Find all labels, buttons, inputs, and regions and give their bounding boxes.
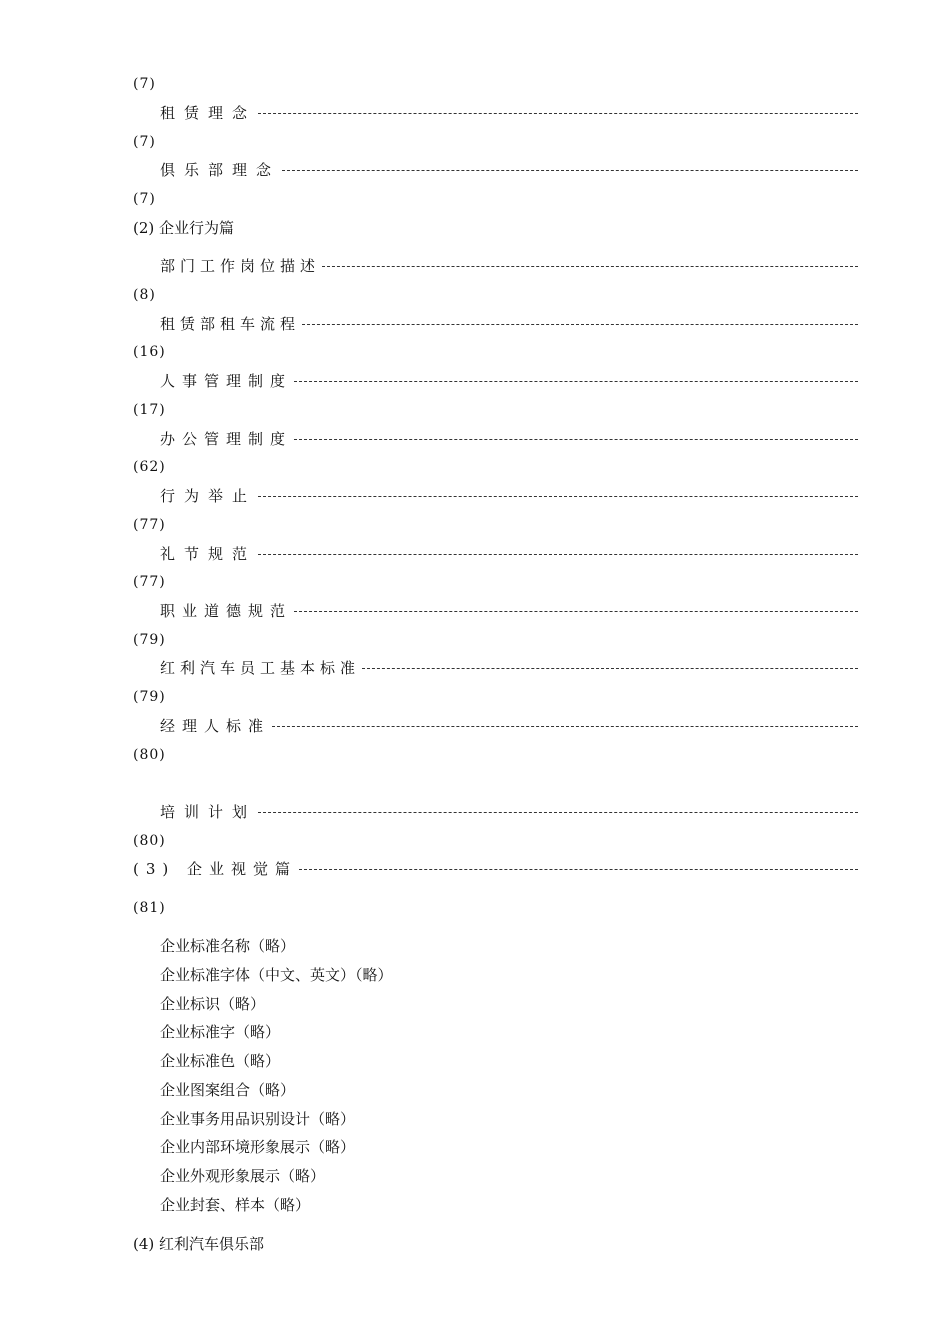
toc-entry-rent-concept bbox=[160, 101, 858, 125]
visual-item: 企业标准色（略） bbox=[160, 1052, 281, 1070]
page-number: (16) bbox=[133, 344, 166, 360]
page-number: (62) bbox=[133, 459, 166, 475]
page-number: (79) bbox=[133, 632, 166, 648]
toc-entry-rent-process bbox=[160, 312, 858, 336]
visual-item: 企业标准名称（略） bbox=[160, 937, 296, 955]
toc-entry-manager-standard bbox=[160, 714, 858, 738]
toc-entry-etiquette bbox=[160, 542, 858, 566]
visual-item: 企业标准字（略） bbox=[160, 1023, 281, 1041]
toc-entry-label: 经理人标准 bbox=[160, 717, 271, 735]
page-number: (81) bbox=[133, 900, 166, 916]
dot-leader bbox=[362, 668, 858, 669]
dot-leader bbox=[294, 381, 858, 382]
toc-entry-hr-rules bbox=[160, 369, 858, 393]
dot-leader bbox=[258, 113, 858, 114]
page-number: (7) bbox=[133, 134, 156, 150]
page-number: (80) bbox=[133, 747, 166, 763]
dot-leader bbox=[258, 554, 858, 555]
toc-entry-club-concept bbox=[160, 158, 858, 182]
visual-item: 企业封套、样本（略） bbox=[160, 1196, 311, 1214]
toc-entry-label: 培训计划 bbox=[160, 803, 257, 821]
page-number: (80) bbox=[133, 833, 166, 849]
page-number: (8) bbox=[133, 287, 156, 303]
section-heading-behavior: (2) 企业行为篇 bbox=[133, 219, 235, 237]
page-number: (77) bbox=[133, 574, 166, 590]
visual-item: 企业标准字体（中文、英文）（略） bbox=[160, 966, 393, 984]
section-heading-club: (4) 红利汽车俱乐部 bbox=[133, 1235, 265, 1253]
page-number: (7) bbox=[133, 191, 156, 207]
toc-entry-label: 租赁理念 bbox=[160, 104, 257, 122]
section-heading-visual bbox=[133, 857, 858, 881]
toc-entry-label: 人事管理制度 bbox=[160, 372, 293, 390]
visual-item: 企业标识（略） bbox=[160, 995, 266, 1013]
visual-item: 企业图案组合（略） bbox=[160, 1081, 296, 1099]
toc-entry-label: 租赁部租车流程 bbox=[160, 315, 301, 333]
page-number: (17) bbox=[133, 402, 166, 418]
toc-entry-label: 职业道德规范 bbox=[160, 602, 293, 620]
section-heading-label: (3) 企业视觉篇 bbox=[133, 860, 298, 878]
page-number: (79) bbox=[133, 689, 166, 705]
toc-entry-label: 办公管理制度 bbox=[160, 430, 293, 448]
toc-entry-ethics bbox=[160, 599, 858, 623]
toc-entry-dept-desc bbox=[160, 254, 858, 278]
toc-entry-label: 俱乐部理念 bbox=[160, 161, 281, 179]
page-number: (77) bbox=[133, 517, 166, 533]
toc-entry-label: 红利汽车员工基本标准 bbox=[160, 659, 361, 677]
dot-leader bbox=[294, 611, 858, 612]
dot-leader bbox=[282, 170, 858, 171]
dot-leader bbox=[299, 869, 858, 870]
visual-item: 企业事务用品识别设计（略） bbox=[160, 1110, 356, 1128]
toc-entry-label: 礼节规范 bbox=[160, 545, 257, 563]
dot-leader bbox=[272, 726, 858, 727]
toc-entry-training bbox=[160, 800, 858, 824]
dot-leader bbox=[258, 812, 858, 813]
toc-entry-staff-standard bbox=[160, 656, 858, 680]
visual-item: 企业外观形象展示（略） bbox=[160, 1167, 326, 1185]
toc-entry-office-rules bbox=[160, 427, 858, 451]
toc-entry-label: 部门工作岗位描述 bbox=[160, 257, 321, 275]
dot-leader bbox=[294, 439, 858, 440]
dot-leader bbox=[302, 324, 858, 325]
toc-entry-label: 行为举止 bbox=[160, 487, 257, 505]
visual-item: 企业内部环境形象展示（略） bbox=[160, 1138, 356, 1156]
dot-leader bbox=[322, 266, 858, 267]
toc-entry-conduct bbox=[160, 484, 858, 508]
dot-leader bbox=[258, 496, 858, 497]
page-number: (7) bbox=[133, 76, 156, 92]
